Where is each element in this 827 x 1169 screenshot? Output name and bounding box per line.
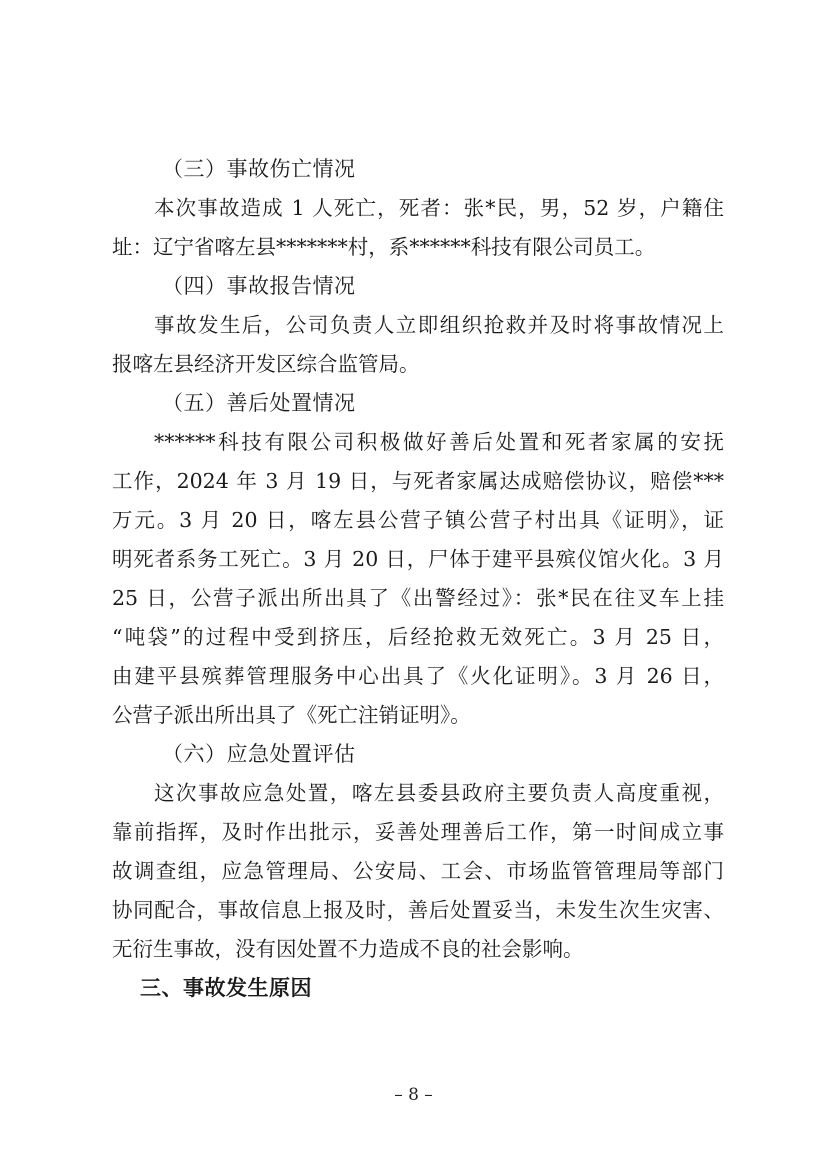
document-body [112,150,724,1008]
paragraph-casualties [112,189,724,267]
paragraph-report [112,306,724,384]
paragraph-line: “吨袋”的过程中受到挤压，后经抢救无效死亡。3 月 25 日， [112,625,724,649]
paragraph-line: 址：辽宁省喀左县*******村，系******科技有限公司员工。 [112,235,656,259]
paragraph-line: 25 日，公营子派出所出具了《出警经过》：张*民在往叉车上挂 [112,586,724,610]
section-heading-accident-causes: 三、事故发生原因 [140,976,312,1000]
paragraph-line: 明死者系务工死亡。3 月 20 日，尸体于建平县殡仪馆火化。3 月 [112,547,724,571]
paragraph-line: 公营子派出所出具了《死亡注销证明》。 [112,703,471,727]
paragraph-line: 报喀左县经济开发区综合监管局。 [112,352,420,376]
paragraph-aftermath [112,423,724,735]
heading-report: （四）事故报告情况 [162,274,356,298]
paragraph-line: ******科技有限公司积极做好善后处置和死者家属的安抚 [154,430,724,454]
heading-emergency-response: （六）应急处置评估 [162,742,356,766]
heading-casualties: （三）事故伤亡情况 [162,157,356,181]
paragraph-line: 故调查组，应急管理局、公安局、工会、市场监管管理局等部门 [112,859,724,883]
paragraph-line: 这次事故应急处置，喀左县委县政府主要负责人高度重视， [154,781,724,805]
paragraph-line: 工作，2024 年 3 月 19 日，与死者家属达成赔偿协议，赔偿*** [112,469,724,493]
paragraph-line: 事故发生后，公司负责人立即组织抢救并及时将事故情况上 [154,313,724,337]
paragraph-line: 万元。3 月 20 日，喀左县公营子镇公营子村出具《证明》，证 [112,508,724,532]
paragraph-line: 协同配合，事故信息上报及时，善后处置妥当，未发生次生灾害、 [112,898,724,922]
page-number: – 8 – [394,1085,433,1105]
paragraph-line: 本次事故造成 1 人死亡，死者：张*民，男，52 岁，户籍住 [154,196,724,220]
paragraph-line: 靠前指挥，及时作出批示，妥善处理善后工作，第一时间成立事 [112,820,724,844]
heading-aftermath: （五）善后处置情况 [162,391,356,415]
paragraph-line: 由建平县殡葬管理服务中心出具了《火化证明》。3 月 26 日， [112,664,724,688]
paragraph-line: 无衍生事故，没有因处置不力造成不良的社会影响。 [112,937,584,961]
paragraph-emergency-response [112,774,724,969]
